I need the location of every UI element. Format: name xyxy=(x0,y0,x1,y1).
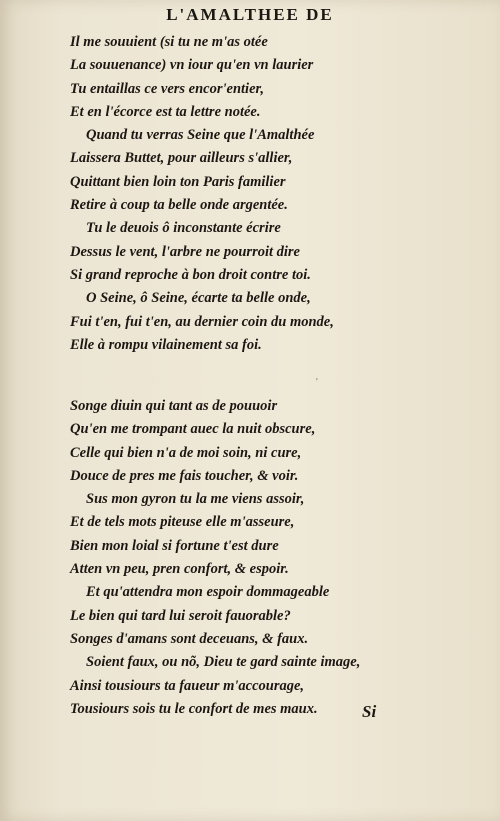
verse-line: Le bien qui tard lui seroit fauorable? xyxy=(70,607,291,624)
verse-line: Elle à rompu vilainement sa foi. xyxy=(70,336,262,353)
verse-line: Songes d'amans sont deceuans, & faux. xyxy=(70,630,309,647)
verse-line: Laissera Buttet, pour ailleurs s'allier, xyxy=(70,150,293,167)
verse-line: Tousiours sois tu le confort de mes maux. xyxy=(70,700,318,717)
verse-line: Qu'en me trompant auec la nuit obscure, xyxy=(70,421,316,438)
verse-line: Tu le deuois ô inconstante écrire xyxy=(86,220,281,237)
verse-line: Douce de pres me fais toucher, & voir. xyxy=(70,467,299,484)
verse-line: Tu entaillas ce vers encor'entier, xyxy=(70,80,264,97)
verse-line: La souuenance) vn iour qu'en vn laurier xyxy=(70,57,314,74)
verse-line: Ainsi tousiours ta faueur m'accourage, xyxy=(70,677,305,694)
verse-line: Soient faux, ou nõ, Dieu te gard sainte image, xyxy=(86,654,361,671)
verse-line: Si grand reproche à bon droit contre toi. xyxy=(70,266,311,283)
running-title: L'AMALTHEE DE xyxy=(166,5,334,24)
verse-line: O Seine, ô Seine, écarte ta belle onde, xyxy=(86,290,311,307)
verse-line: Fui t'en, fui t'en, au dernier coin du monde, xyxy=(70,313,334,330)
catchword: Si xyxy=(362,702,377,721)
verse-line: Atten vn peu, pren confort, & espoir. xyxy=(70,561,289,578)
sonnet-2 xyxy=(70,395,400,721)
verse-line: Retire à coup ta belle onde argentée. xyxy=(70,197,288,214)
verse-line: Il me souuient (si tu ne m'as otée xyxy=(70,34,268,50)
verse-line: Celle qui bien n'a de moi soin, ni cure, xyxy=(70,444,302,461)
verse-line: Quittant bien loin ton Paris familier xyxy=(70,173,286,190)
verse-line: Et de tels mots piteuse elle m'asseure, xyxy=(70,514,295,531)
verse-line: Sus mon gyron tu la me viens assoir, xyxy=(86,491,305,508)
stray-mark: ' xyxy=(316,377,318,388)
verse-line: Songe diuin qui tant as de pouuoir xyxy=(70,398,278,414)
verse-line: Bien mon loial si fortune t'est dure xyxy=(70,537,279,554)
verse-line: Quand tu verras Seine que l'Amalthée xyxy=(86,127,315,144)
verse-line: Et en l'écorce est ta lettre notée. xyxy=(70,103,261,120)
sonnet-1 xyxy=(70,31,400,357)
verse-line: Dessus le vent, l'arbre ne pourroit dire xyxy=(70,243,300,260)
verse-line: Et qu'attendra mon espoir dommageable xyxy=(86,584,330,601)
